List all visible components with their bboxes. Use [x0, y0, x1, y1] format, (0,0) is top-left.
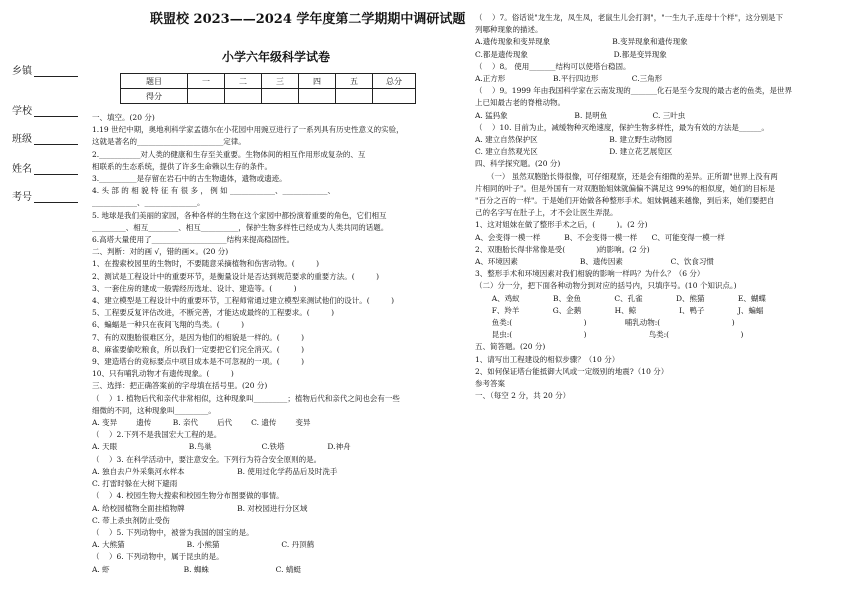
text-line: C. 带上杀虫剂防止受伤: [92, 515, 170, 525]
text-line: 8、麻雀要偷吃粮食，所以我们一定要把它们完全消灭。( ): [92, 344, 305, 354]
sidebar-field-name: [12, 160, 78, 175]
sidebar-field-class: [12, 130, 78, 145]
text-line: ____________、______________。: [92, 198, 205, 208]
sidebar-label: 班级: [12, 134, 32, 145]
text-line: 1、这对姐妹在做了整形手术之后，( )。(2 分): [475, 220, 648, 230]
sidebar-field-examno: [12, 188, 78, 203]
sidebar-label: 乡镇: [12, 66, 32, 77]
score-header-row: [121, 74, 416, 89]
text-line: "百分之百的一样"。于是她们开始做各种整形手术。姐妹俩越来越像，到后来，她们要把自: [475, 196, 775, 206]
score-row: [121, 89, 416, 104]
text-line: A. 建立自然保护区 B. 建立野生动物园: [475, 135, 672, 145]
text-line: 己的名字写在肚子上，才不会让医生弄混。: [475, 208, 618, 218]
text-line: 9、建造塔台的竞标要点中项目成本是不可忽视的一项。( ): [92, 357, 305, 367]
text-line: 2.___________对人类的健康和生存至关重要。生物体间的相互作用形成复杂的、互: [92, 149, 366, 159]
text-line: 参考答案: [475, 379, 505, 389]
fill-line: [34, 107, 78, 117]
text-line: 6、蝙蝠是一种只在夜间飞翔的鸟类。( ): [92, 320, 245, 330]
text-line: 4. 头 部 的 相 貌 特 征 有 很 多 ， 例 如 ____________、____________、: [92, 186, 336, 196]
text-line: 二、判断：对的画 √，错的画×。(20 分): [92, 247, 229, 257]
text-line: 3、一套住房的建成一般需经历选址、设计、建造等。( ): [92, 283, 297, 293]
score-header-cell: 二: [225, 74, 262, 89]
left-question-column: [92, 112, 462, 576]
text-line: （ ）9。1999 年由我国科学家在云南发现的_______化石是至今发现的最古老的鱼类，是世界: [475, 86, 793, 96]
text-line: 列哪种现象的描述。: [475, 25, 543, 35]
text-line: 相联系的生态系统，提供了许多生命赖以生存的条件。: [92, 161, 272, 171]
text-line: A. 天眼 B.鸟巢 C.铁塔 D.神舟: [92, 442, 351, 452]
score-header-cell: 四: [299, 74, 336, 89]
text-line: 1.19 世纪中期，奥地利科学家孟德尔在小花园中用豌豆进行了一系列具有历史性意义的实验，: [92, 125, 404, 135]
text-line: C. 打雷时躲在大树下避雨: [92, 479, 178, 489]
text-line: 片相同的叶子"。但是外国有一对双胞胎姐妹就偏偏不满足这 99%的相似度，她们的目标是: [475, 183, 776, 193]
score-header-cell: 五: [336, 74, 373, 89]
text-line: A、鸡蚁 B、金鱼 C、孔雀 D、熊猫 E、蝴蝶: [475, 293, 766, 303]
sidebar-field-town: [12, 62, 78, 77]
text-line: （ ）3. 在科学活动中，要注意安全。下列行为符合安全原则的是。: [92, 454, 322, 464]
text-line: A. 给校园植物全面挂植物牌 B. 对校园进行分区域: [92, 503, 308, 513]
score-header-cell: 总分: [373, 74, 416, 89]
text-line: 鱼类:( ) 哺乳动物:( ): [475, 318, 735, 328]
score-header-cell: 一: [188, 74, 225, 89]
text-line: （一） 虽然双胞胎长得很像，可仔细观察，还是会有细微的差异。正所谓"世界上没有两: [475, 171, 778, 181]
text-line: 1、请写出工程建设的相似步骤？（10 分）: [475, 354, 620, 364]
text-line: 2、如何保证塔台能抵御大风或一定级别的地震?（10 分）: [475, 366, 669, 376]
score-header-cell: 三: [262, 74, 299, 89]
text-line: 1、在搜索校园里的生物时，不要随意采摘植物和伤害动物。( ): [92, 259, 320, 269]
text-line: （ ）1. 植物后代和亲代非常相似，这种现象叫_________；植物后代和亲代之间也会有一些: [92, 393, 400, 403]
text-line: 7、有的双胞胎很难区分，是因为他们的相貌是一样的。( ): [92, 332, 305, 342]
text-line: 3.__________是存留在岩石中的古生物遗体，遗物或遗迹。: [92, 174, 287, 184]
text-line: 细微的不同，这种现象叫_________。: [92, 405, 216, 415]
score-cell[interactable]: [262, 89, 299, 104]
score-cell[interactable]: [299, 89, 336, 104]
score-row-label: 得分: [121, 89, 188, 104]
text-line: （ ）7。俗话说"龙生龙，凤生凤，老鼠生儿会打洞"，"一生九子,连母十个样"，这分别是下: [475, 13, 783, 22]
text-line: 四、科学探究题。(20 分): [475, 159, 561, 169]
text-line: 4、建立模型是工程设计中的重要环节，工程师常通过建立模型来测试他们的设计。( ): [92, 296, 395, 306]
text-line: 上已知最古老的脊椎动物。: [475, 98, 565, 108]
text-line: 5. 地球是我们美丽的家园，各种各样的生物在这个家园中都扮演着重要的角色，它们相互: [92, 210, 387, 220]
fill-line: [34, 165, 78, 175]
text-line: 昆虫:( ) 鸟类:( ): [475, 330, 744, 340]
text-line: _________、相互________、相互__________，保护生物多样性已经成为人类共同的话题。: [92, 222, 389, 232]
text-line: 这就是著名的_______________________定律。: [92, 137, 246, 147]
text-line: 10、只有哺乳动物才有遗传现象。( ): [92, 369, 234, 379]
text-line: 五、简答题。(20 分): [475, 342, 546, 352]
text-line: （ ）10. 目前为止，减缓物种灭绝速度，保护生物多样性，最为有效的方法是______。: [475, 122, 769, 132]
score-table: [120, 73, 416, 104]
sidebar-label: 姓名: [12, 164, 32, 175]
text-line: 三、选择：把正确答案前的字母填在括号里。(20 分): [92, 381, 268, 391]
text-line: （ ）2.下列不是我国宏大工程的是。: [92, 430, 222, 440]
text-line: 2、测试是工程设计中的重要环节，是衡量设计是否达到规范要求的重要方法。( ): [92, 271, 380, 281]
text-line: 6.高塔大量使用了____________________结构来提高稳固性。: [92, 235, 295, 245]
text-line: A、环境因素 B、遗传因素 C、饮食习惯: [475, 257, 714, 267]
text-line: A. 猛犸象 B. 昆明鱼 C. 三叶虫: [475, 110, 686, 120]
text-line: 2、双胞胎长得非常像是受( )的影响。(2 分): [475, 244, 650, 254]
fill-line: [34, 67, 78, 77]
text-line: C. 建立自然观光区 D. 建立花艺展览区: [475, 147, 673, 157]
text-line: 3、整形手术和环境因素对我们相貌的影响一样吗？为什么？（6 分）: [475, 269, 705, 279]
score-cell[interactable]: [188, 89, 225, 104]
text-line: A. 变异 遗传 B. 亲代 后代 C. 遗传 变异: [92, 418, 311, 428]
fill-line: [34, 193, 78, 203]
score-cell[interactable]: [336, 89, 373, 104]
text-line: A. 独自去户外采集河水样本 B. 使用过化学药品后及时洗手: [92, 466, 338, 476]
exam-subtitle: 小学六年级科学试卷: [222, 50, 331, 64]
text-line: A.正方形 B.平行四边形 C.三角形: [475, 74, 663, 84]
right-question-column: [475, 12, 855, 403]
score-header-cell: 题目: [121, 74, 188, 89]
text-line: （ ）4. 校园生物大搜索和校园生物分布图要做的事情。: [92, 491, 284, 501]
exam-title: 联盟校 2023——2024 学年度第二学期期中调研试题: [150, 12, 466, 27]
score-cell[interactable]: [373, 89, 416, 104]
text-line: F、羚羊 G、企鹅 H、鲸 I、鸭子 J、蝙蝠: [475, 305, 764, 315]
text-line: A、会变得一模一样 B、不会变得一模一样 C、可能变得一模一样: [475, 232, 725, 242]
score-cell[interactable]: [225, 89, 262, 104]
text-line: A. 虾 B. 蜘蛛 C. 蜻蜓: [92, 564, 301, 574]
text-line: A. 大熊猫 B. 小熊猫 C. 丹顶鹤: [92, 540, 315, 550]
text-line: 5、工程要反复评估改进，不断完善，才能达成最终的工程要求。( ): [92, 308, 335, 318]
text-line: 一、填空。(20 分): [92, 113, 155, 122]
text-line: A.遗传现象和变异现象 B.变异现象和遗传现象: [475, 37, 688, 47]
sidebar-label: 学校: [12, 106, 32, 117]
text-line: （ ）8。 使用_______结构可以使塔台稳固。: [475, 61, 631, 71]
text-line: （二）分一分，把下面各种动物分到对应的括号内，只填序号。(10 个知识点。): [475, 281, 737, 291]
text-line: C.都是遗传现象 D.都是变异现象: [475, 49, 667, 59]
sidebar-label: 考号: [12, 192, 32, 203]
text-line: （ ）6. 下列动物中，属于昆虫的是。: [92, 552, 224, 562]
text-line: （ ）5. 下列动物中，被誉为我国的国宝的是。: [92, 527, 254, 537]
fill-line: [34, 135, 78, 145]
text-line: 一、（每空 2 分，共 20 分）: [475, 391, 571, 401]
sidebar-field-school: [12, 102, 78, 117]
